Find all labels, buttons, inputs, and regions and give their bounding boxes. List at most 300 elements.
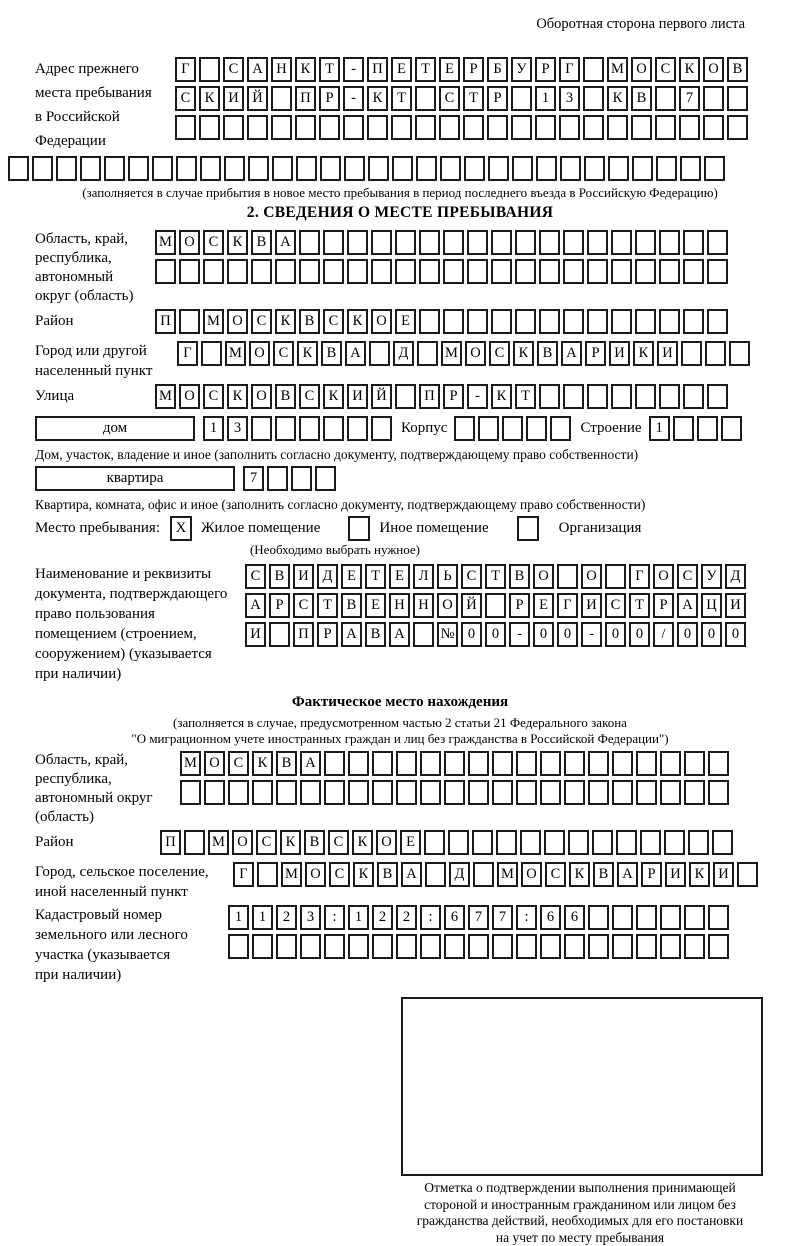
- form-cell[interactable]: [467, 230, 488, 255]
- form-cell[interactable]: [516, 751, 537, 776]
- form-cell[interactable]: М: [155, 384, 176, 409]
- form-cell[interactable]: 0: [605, 622, 626, 647]
- form-cell[interactable]: Т: [415, 57, 436, 82]
- form-cell[interactable]: [583, 115, 604, 140]
- form-cell[interactable]: [544, 830, 565, 855]
- form-cell[interactable]: И: [581, 593, 602, 618]
- form-cell[interactable]: С: [228, 751, 249, 776]
- form-cell[interactable]: О: [631, 57, 652, 82]
- form-cell[interactable]: С: [203, 230, 224, 255]
- form-cell[interactable]: [468, 751, 489, 776]
- form-cell[interactable]: -: [509, 622, 530, 647]
- form-cell[interactable]: [272, 156, 293, 181]
- form-cell[interactable]: С: [175, 86, 196, 111]
- form-cell[interactable]: [605, 564, 626, 589]
- form-cell[interactable]: [660, 905, 681, 930]
- form-cell[interactable]: 1: [252, 905, 273, 930]
- form-cell[interactable]: [708, 905, 729, 930]
- form-cell[interactable]: П: [295, 86, 316, 111]
- form-cell[interactable]: [300, 780, 321, 805]
- form-cell[interactable]: [607, 115, 628, 140]
- form-cell[interactable]: О: [305, 862, 326, 887]
- form-cell[interactable]: [636, 934, 657, 959]
- form-cell[interactable]: [568, 830, 589, 855]
- form-cell[interactable]: [179, 309, 200, 334]
- form-cell[interactable]: [348, 751, 369, 776]
- form-cell[interactable]: [588, 934, 609, 959]
- form-cell[interactable]: [392, 156, 413, 181]
- form-cell[interactable]: [707, 384, 728, 409]
- form-cell[interactable]: Т: [391, 86, 412, 111]
- form-cell[interactable]: [8, 156, 29, 181]
- form-cell[interactable]: [492, 751, 513, 776]
- form-cell[interactable]: В: [365, 622, 386, 647]
- form-cell[interactable]: К: [297, 341, 318, 366]
- form-cell[interactable]: [291, 466, 312, 491]
- form-cell[interactable]: Н: [271, 57, 292, 82]
- form-cell[interactable]: О: [376, 830, 397, 855]
- form-cell[interactable]: [252, 780, 273, 805]
- form-cell[interactable]: [563, 259, 584, 284]
- form-cell[interactable]: С: [655, 57, 676, 82]
- form-cell[interactable]: [707, 230, 728, 255]
- form-cell[interactable]: [635, 384, 656, 409]
- form-cell[interactable]: [492, 780, 513, 805]
- form-cell[interactable]: С: [203, 384, 224, 409]
- form-cell[interactable]: [684, 934, 705, 959]
- form-cell[interactable]: Е: [400, 830, 421, 855]
- form-cell[interactable]: [199, 115, 220, 140]
- form-cell[interactable]: Е: [395, 309, 416, 334]
- form-cell[interactable]: [584, 156, 605, 181]
- form-cell[interactable]: [502, 416, 523, 441]
- form-cell[interactable]: К: [252, 751, 273, 776]
- form-cell[interactable]: [320, 156, 341, 181]
- form-cell[interactable]: [467, 259, 488, 284]
- form-cell[interactable]: 7: [468, 905, 489, 930]
- form-cell[interactable]: И: [725, 593, 746, 618]
- form-cell[interactable]: Т: [629, 593, 650, 618]
- form-cell[interactable]: [563, 384, 584, 409]
- form-cell[interactable]: 0: [533, 622, 554, 647]
- form-cell[interactable]: [155, 259, 176, 284]
- form-cell[interactable]: [348, 780, 369, 805]
- form-cell[interactable]: О: [703, 57, 724, 82]
- form-cell[interactable]: [420, 751, 441, 776]
- form-cell[interactable]: [485, 593, 506, 618]
- form-cell[interactable]: С: [256, 830, 277, 855]
- form-cell[interactable]: К: [323, 384, 344, 409]
- form-cell[interactable]: [257, 862, 278, 887]
- form-cell[interactable]: :: [420, 905, 441, 930]
- form-cell[interactable]: [616, 830, 637, 855]
- form-cell[interactable]: [708, 751, 729, 776]
- form-cell[interactable]: К: [199, 86, 220, 111]
- form-cell[interactable]: С: [677, 564, 698, 589]
- form-cell[interactable]: [688, 830, 709, 855]
- form-cell[interactable]: [660, 934, 681, 959]
- form-cell[interactable]: [415, 86, 436, 111]
- form-cell[interactable]: [128, 156, 149, 181]
- form-cell[interactable]: У: [701, 564, 722, 589]
- form-cell[interactable]: О: [179, 384, 200, 409]
- form-cell[interactable]: [612, 780, 633, 805]
- form-cell[interactable]: С: [605, 593, 626, 618]
- form-cell[interactable]: 7: [243, 466, 264, 491]
- form-cell[interactable]: М: [225, 341, 246, 366]
- form-cell[interactable]: [737, 862, 758, 887]
- form-cell[interactable]: [478, 416, 499, 441]
- form-cell[interactable]: [267, 466, 288, 491]
- form-cell[interactable]: [415, 115, 436, 140]
- form-cell[interactable]: Е: [439, 57, 460, 82]
- form-cell[interactable]: [611, 309, 632, 334]
- form-cell[interactable]: [324, 934, 345, 959]
- residential-checkbox[interactable]: X: [170, 516, 192, 541]
- form-cell[interactable]: -: [343, 57, 364, 82]
- form-cell[interactable]: М: [203, 309, 224, 334]
- form-cell[interactable]: А: [617, 862, 638, 887]
- form-cell[interactable]: [323, 230, 344, 255]
- form-cell[interactable]: О: [249, 341, 270, 366]
- form-cell[interactable]: [612, 751, 633, 776]
- form-cell[interactable]: Т: [485, 564, 506, 589]
- form-cell[interactable]: [636, 751, 657, 776]
- form-cell[interactable]: В: [377, 862, 398, 887]
- form-cell[interactable]: [539, 384, 560, 409]
- form-cell[interactable]: [539, 259, 560, 284]
- form-cell[interactable]: [417, 341, 438, 366]
- form-cell[interactable]: [516, 934, 537, 959]
- form-cell[interactable]: О: [227, 309, 248, 334]
- form-cell[interactable]: [223, 115, 244, 140]
- form-cell[interactable]: 2: [372, 905, 393, 930]
- form-cell[interactable]: М: [180, 751, 201, 776]
- form-cell[interactable]: С: [328, 830, 349, 855]
- form-cell[interactable]: [468, 934, 489, 959]
- form-cell[interactable]: [439, 115, 460, 140]
- form-cell[interactable]: П: [419, 384, 440, 409]
- form-cell[interactable]: О: [521, 862, 542, 887]
- form-cell[interactable]: [705, 341, 726, 366]
- form-cell[interactable]: [323, 259, 344, 284]
- form-cell[interactable]: Е: [341, 564, 362, 589]
- form-cell[interactable]: [539, 230, 560, 255]
- form-cell[interactable]: 0: [725, 622, 746, 647]
- form-cell[interactable]: К: [280, 830, 301, 855]
- form-cell[interactable]: [535, 115, 556, 140]
- form-cell[interactable]: [32, 156, 53, 181]
- form-cell[interactable]: [443, 309, 464, 334]
- form-cell[interactable]: [444, 780, 465, 805]
- form-cell[interactable]: [655, 115, 676, 140]
- form-cell[interactable]: [635, 259, 656, 284]
- form-cell[interactable]: А: [300, 751, 321, 776]
- form-cell[interactable]: [612, 934, 633, 959]
- form-cell[interactable]: [592, 830, 613, 855]
- form-cell[interactable]: [491, 259, 512, 284]
- form-cell[interactable]: [251, 259, 272, 284]
- form-cell[interactable]: [444, 934, 465, 959]
- form-cell[interactable]: К: [607, 86, 628, 111]
- form-cell[interactable]: [659, 259, 680, 284]
- form-cell[interactable]: И: [347, 384, 368, 409]
- form-cell[interactable]: [228, 780, 249, 805]
- form-cell[interactable]: К: [689, 862, 710, 887]
- form-cell[interactable]: 2: [276, 905, 297, 930]
- form-cell[interactable]: [635, 230, 656, 255]
- form-cell[interactable]: 7: [679, 86, 700, 111]
- form-cell[interactable]: [560, 156, 581, 181]
- form-cell[interactable]: Н: [389, 593, 410, 618]
- form-cell[interactable]: [587, 309, 608, 334]
- form-cell[interactable]: [656, 156, 677, 181]
- form-cell[interactable]: [587, 259, 608, 284]
- form-cell[interactable]: [444, 751, 465, 776]
- form-cell[interactable]: Д: [317, 564, 338, 589]
- form-cell[interactable]: С: [223, 57, 244, 82]
- form-cell[interactable]: В: [537, 341, 558, 366]
- form-cell[interactable]: [684, 780, 705, 805]
- form-cell[interactable]: [727, 115, 748, 140]
- form-cell[interactable]: Ц: [701, 593, 722, 618]
- form-cell[interactable]: [684, 751, 705, 776]
- form-cell[interactable]: [276, 780, 297, 805]
- form-cell[interactable]: [681, 341, 702, 366]
- form-cell[interactable]: К: [353, 862, 374, 887]
- form-cell[interactable]: О: [251, 384, 272, 409]
- form-cell[interactable]: [659, 309, 680, 334]
- form-cell[interactable]: [707, 259, 728, 284]
- form-cell[interactable]: В: [593, 862, 614, 887]
- form-cell[interactable]: [721, 416, 742, 441]
- form-cell[interactable]: [371, 259, 392, 284]
- form-cell[interactable]: Р: [487, 86, 508, 111]
- form-cell[interactable]: И: [665, 862, 686, 887]
- form-cell[interactable]: 3: [227, 416, 248, 441]
- form-cell[interactable]: [588, 780, 609, 805]
- form-cell[interactable]: [413, 622, 434, 647]
- form-cell[interactable]: О: [465, 341, 486, 366]
- form-cell[interactable]: [520, 830, 541, 855]
- form-cell[interactable]: [727, 86, 748, 111]
- form-cell[interactable]: [420, 934, 441, 959]
- form-cell[interactable]: 7: [492, 905, 513, 930]
- form-cell[interactable]: [269, 622, 290, 647]
- form-cell[interactable]: [679, 115, 700, 140]
- form-cell[interactable]: Р: [319, 86, 340, 111]
- form-cell[interactable]: [371, 230, 392, 255]
- form-cell[interactable]: Р: [641, 862, 662, 887]
- form-cell[interactable]: А: [677, 593, 698, 618]
- form-cell[interactable]: [540, 780, 561, 805]
- form-cell[interactable]: 6: [444, 905, 465, 930]
- form-cell[interactable]: [636, 905, 657, 930]
- form-cell[interactable]: [315, 466, 336, 491]
- form-cell[interactable]: Й: [371, 384, 392, 409]
- form-cell[interactable]: Д: [725, 564, 746, 589]
- form-cell[interactable]: [660, 780, 681, 805]
- form-cell[interactable]: [587, 230, 608, 255]
- form-cell[interactable]: 6: [564, 905, 585, 930]
- form-cell[interactable]: [683, 230, 704, 255]
- form-cell[interactable]: [611, 230, 632, 255]
- form-cell[interactable]: [526, 416, 547, 441]
- form-cell[interactable]: В: [275, 384, 296, 409]
- form-cell[interactable]: [396, 780, 417, 805]
- form-cell[interactable]: [175, 115, 196, 140]
- form-cell[interactable]: [635, 309, 656, 334]
- form-cell[interactable]: [708, 780, 729, 805]
- form-cell[interactable]: В: [276, 751, 297, 776]
- form-cell[interactable]: [319, 115, 340, 140]
- form-cell[interactable]: [557, 564, 578, 589]
- form-cell[interactable]: №: [437, 622, 458, 647]
- form-cell[interactable]: 6: [540, 905, 561, 930]
- form-cell[interactable]: К: [295, 57, 316, 82]
- form-cell[interactable]: [348, 934, 369, 959]
- form-cell[interactable]: М: [441, 341, 462, 366]
- form-cell[interactable]: В: [727, 57, 748, 82]
- form-cell[interactable]: :: [324, 905, 345, 930]
- form-cell[interactable]: Г: [557, 593, 578, 618]
- form-cell[interactable]: Р: [317, 622, 338, 647]
- form-cell[interactable]: [299, 416, 320, 441]
- form-cell[interactable]: [611, 259, 632, 284]
- form-cell[interactable]: [372, 934, 393, 959]
- form-cell[interactable]: С: [439, 86, 460, 111]
- form-cell[interactable]: О: [653, 564, 674, 589]
- form-cell[interactable]: [680, 156, 701, 181]
- form-cell[interactable]: И: [223, 86, 244, 111]
- form-cell[interactable]: [712, 830, 733, 855]
- form-cell[interactable]: А: [561, 341, 582, 366]
- form-cell[interactable]: [176, 156, 197, 181]
- form-cell[interactable]: [697, 416, 718, 441]
- form-cell[interactable]: Г: [233, 862, 254, 887]
- form-cell[interactable]: [708, 934, 729, 959]
- form-cell[interactable]: 3: [300, 905, 321, 930]
- form-cell[interactable]: П: [155, 309, 176, 334]
- form-cell[interactable]: [496, 830, 517, 855]
- form-cell[interactable]: В: [299, 309, 320, 334]
- form-cell[interactable]: Т: [463, 86, 484, 111]
- form-cell[interactable]: [300, 934, 321, 959]
- form-cell[interactable]: К: [513, 341, 534, 366]
- form-cell[interactable]: [559, 115, 580, 140]
- form-cell[interactable]: [659, 384, 680, 409]
- form-cell[interactable]: [636, 780, 657, 805]
- form-cell[interactable]: О: [204, 751, 225, 776]
- form-cell[interactable]: [419, 259, 440, 284]
- form-cell[interactable]: [391, 115, 412, 140]
- form-cell[interactable]: [516, 780, 537, 805]
- form-cell[interactable]: И: [713, 862, 734, 887]
- form-cell[interactable]: [395, 259, 416, 284]
- form-cell[interactable]: [588, 905, 609, 930]
- form-cell[interactable]: Г: [177, 341, 198, 366]
- form-cell[interactable]: [104, 156, 125, 181]
- form-cell[interactable]: [271, 86, 292, 111]
- form-cell[interactable]: [344, 156, 365, 181]
- form-cell[interactable]: [299, 230, 320, 255]
- form-cell[interactable]: [684, 905, 705, 930]
- form-cell[interactable]: А: [247, 57, 268, 82]
- form-cell[interactable]: [704, 156, 725, 181]
- form-cell[interactable]: [275, 416, 296, 441]
- form-cell[interactable]: П: [293, 622, 314, 647]
- form-cell[interactable]: [655, 86, 676, 111]
- form-cell[interactable]: С: [273, 341, 294, 366]
- form-cell[interactable]: В: [631, 86, 652, 111]
- form-cell[interactable]: [367, 115, 388, 140]
- form-cell[interactable]: [563, 230, 584, 255]
- form-cell[interactable]: О: [179, 230, 200, 255]
- form-cell[interactable]: [564, 934, 585, 959]
- form-cell[interactable]: [252, 934, 273, 959]
- form-cell[interactable]: [396, 934, 417, 959]
- form-cell[interactable]: [179, 259, 200, 284]
- form-cell[interactable]: Р: [443, 384, 464, 409]
- form-cell[interactable]: К: [347, 309, 368, 334]
- form-cell[interactable]: [424, 830, 445, 855]
- form-cell[interactable]: [323, 416, 344, 441]
- form-cell[interactable]: Д: [449, 862, 470, 887]
- form-cell[interactable]: С: [251, 309, 272, 334]
- form-cell[interactable]: Т: [365, 564, 386, 589]
- form-cell[interactable]: [396, 751, 417, 776]
- form-cell[interactable]: [703, 86, 724, 111]
- form-cell[interactable]: [703, 115, 724, 140]
- form-cell[interactable]: А: [275, 230, 296, 255]
- form-cell[interactable]: [664, 830, 685, 855]
- form-cell[interactable]: [463, 115, 484, 140]
- other-premises-checkbox[interactable]: [348, 516, 370, 541]
- form-cell[interactable]: [201, 341, 222, 366]
- form-cell[interactable]: [583, 86, 604, 111]
- form-cell[interactable]: О: [581, 564, 602, 589]
- form-cell[interactable]: С: [299, 384, 320, 409]
- form-cell[interactable]: [540, 751, 561, 776]
- form-cell[interactable]: [324, 780, 345, 805]
- form-cell[interactable]: [228, 934, 249, 959]
- form-cell[interactable]: [200, 156, 221, 181]
- form-cell[interactable]: М: [281, 862, 302, 887]
- form-cell[interactable]: Й: [461, 593, 482, 618]
- form-cell[interactable]: /: [653, 622, 674, 647]
- form-cell[interactable]: [683, 384, 704, 409]
- form-cell[interactable]: С: [329, 862, 350, 887]
- form-cell[interactable]: -: [581, 622, 602, 647]
- form-cell[interactable]: [80, 156, 101, 181]
- form-cell[interactable]: [420, 780, 441, 805]
- form-cell[interactable]: [729, 341, 750, 366]
- form-cell[interactable]: [324, 751, 345, 776]
- form-cell[interactable]: К: [352, 830, 373, 855]
- form-cell[interactable]: Е: [533, 593, 554, 618]
- form-cell[interactable]: [683, 309, 704, 334]
- form-cell[interactable]: [550, 416, 571, 441]
- form-cell[interactable]: [368, 156, 389, 181]
- form-cell[interactable]: И: [657, 341, 678, 366]
- form-cell[interactable]: [276, 934, 297, 959]
- form-cell[interactable]: [464, 156, 485, 181]
- form-cell[interactable]: 0: [629, 622, 650, 647]
- form-cell[interactable]: 0: [485, 622, 506, 647]
- form-cell[interactable]: [443, 259, 464, 284]
- form-cell[interactable]: [227, 259, 248, 284]
- form-cell[interactable]: [296, 156, 317, 181]
